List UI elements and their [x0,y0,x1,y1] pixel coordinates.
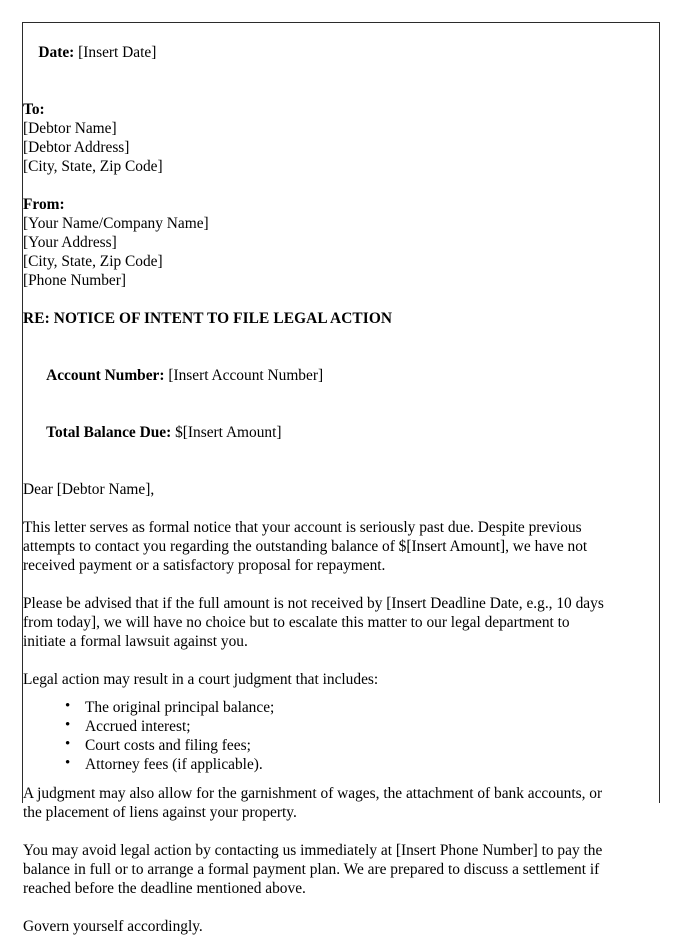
total-balance-line [23,404,615,461]
judgment-items-list [23,698,615,774]
list-item: • Attorney fees (if applicable). [65,755,615,774]
date-line [23,24,615,81]
spacer-after-recipient [23,176,615,195]
judgment-list-intro: Legal action may result in a court judgment that includes: [23,671,379,688]
list-item: • Accrued interest; [65,717,615,736]
recipient-block [23,100,615,176]
closing-line: Govern yourself accordingly. [23,918,203,935]
total-balance-label: Total Balance Due: [46,424,172,441]
paragraph-garnishment-consequences: A judgment may also allow for the garnishment of wages, the attachment of bank accounts, or the placement of liens against your property. [23,785,603,821]
to-line-1: [Debtor Name] [23,120,117,137]
to-line-3: [City, State, Zip Code] [23,158,163,175]
spacer-after-salutation [23,499,615,518]
paragraph-deadline-warning: Please be advised that if the full amount is not received by [Insert Deadline Date, e.g., 10 days from today], we will have no choice but to escalate this matter to our legal department to initiate a formal lawsuit against you. [23,595,604,650]
spacer-after-sender [23,290,615,309]
account-number-value: [Insert Account Number] [168,367,324,384]
account-number-line [23,347,615,404]
spacer-after-list [23,774,615,784]
spacer-after-p1 [23,575,615,594]
spacer-after-date [23,81,615,100]
account-number-label: Account Number: [46,367,165,384]
list-item: • Court costs and filing fees; [65,736,615,755]
from-line-3: [City, State, Zip Code] [23,253,163,270]
spacer-after-p3 [23,822,615,841]
to-heading: To: [23,101,45,118]
spacer-before-list [23,689,615,698]
from-line-4: [Phone Number] [23,272,127,289]
from-line-1: [Your Name/Company Name] [23,215,209,232]
spacer-after-p2 [23,651,615,670]
spacer-after-account [23,461,615,480]
subject-line: RE: NOTICE OF INTENT TO FILE LEGAL ACTION [23,310,393,327]
document-body [23,24,615,936]
from-line-2: [Your Address] [23,234,117,251]
paragraph-past-due-notice: This letter serves as formal notice that your account is seriously past due. Despite previous attempts to contact you regarding the outstanding balance of $[Insert Amount], we have not received payment or a satisfactory proposal for repayment. [23,519,588,574]
paragraph-avoid-legal-action: You may avoid legal action by contacting us immediately at [Insert Phone Number] to pay the balance in full or to arrange a formal payment plan. We are prepared to discuss a settlement if reached before the deadline mentioned above. [23,842,603,897]
account-block [23,347,615,461]
list-item: • The original principal balance; [65,698,615,717]
from-heading: From: [23,196,65,213]
spacer-after-subject [23,328,615,347]
total-balance-value: $[Insert Amount] [175,424,282,441]
spacer-after-p4 [23,898,615,917]
sender-block [23,195,615,290]
date-value: [Insert Date] [78,44,157,61]
to-line-2: [Debtor Address] [23,139,130,156]
salutation-line: Dear [Debtor Name], [23,481,155,498]
date-label: Date: [38,44,75,61]
